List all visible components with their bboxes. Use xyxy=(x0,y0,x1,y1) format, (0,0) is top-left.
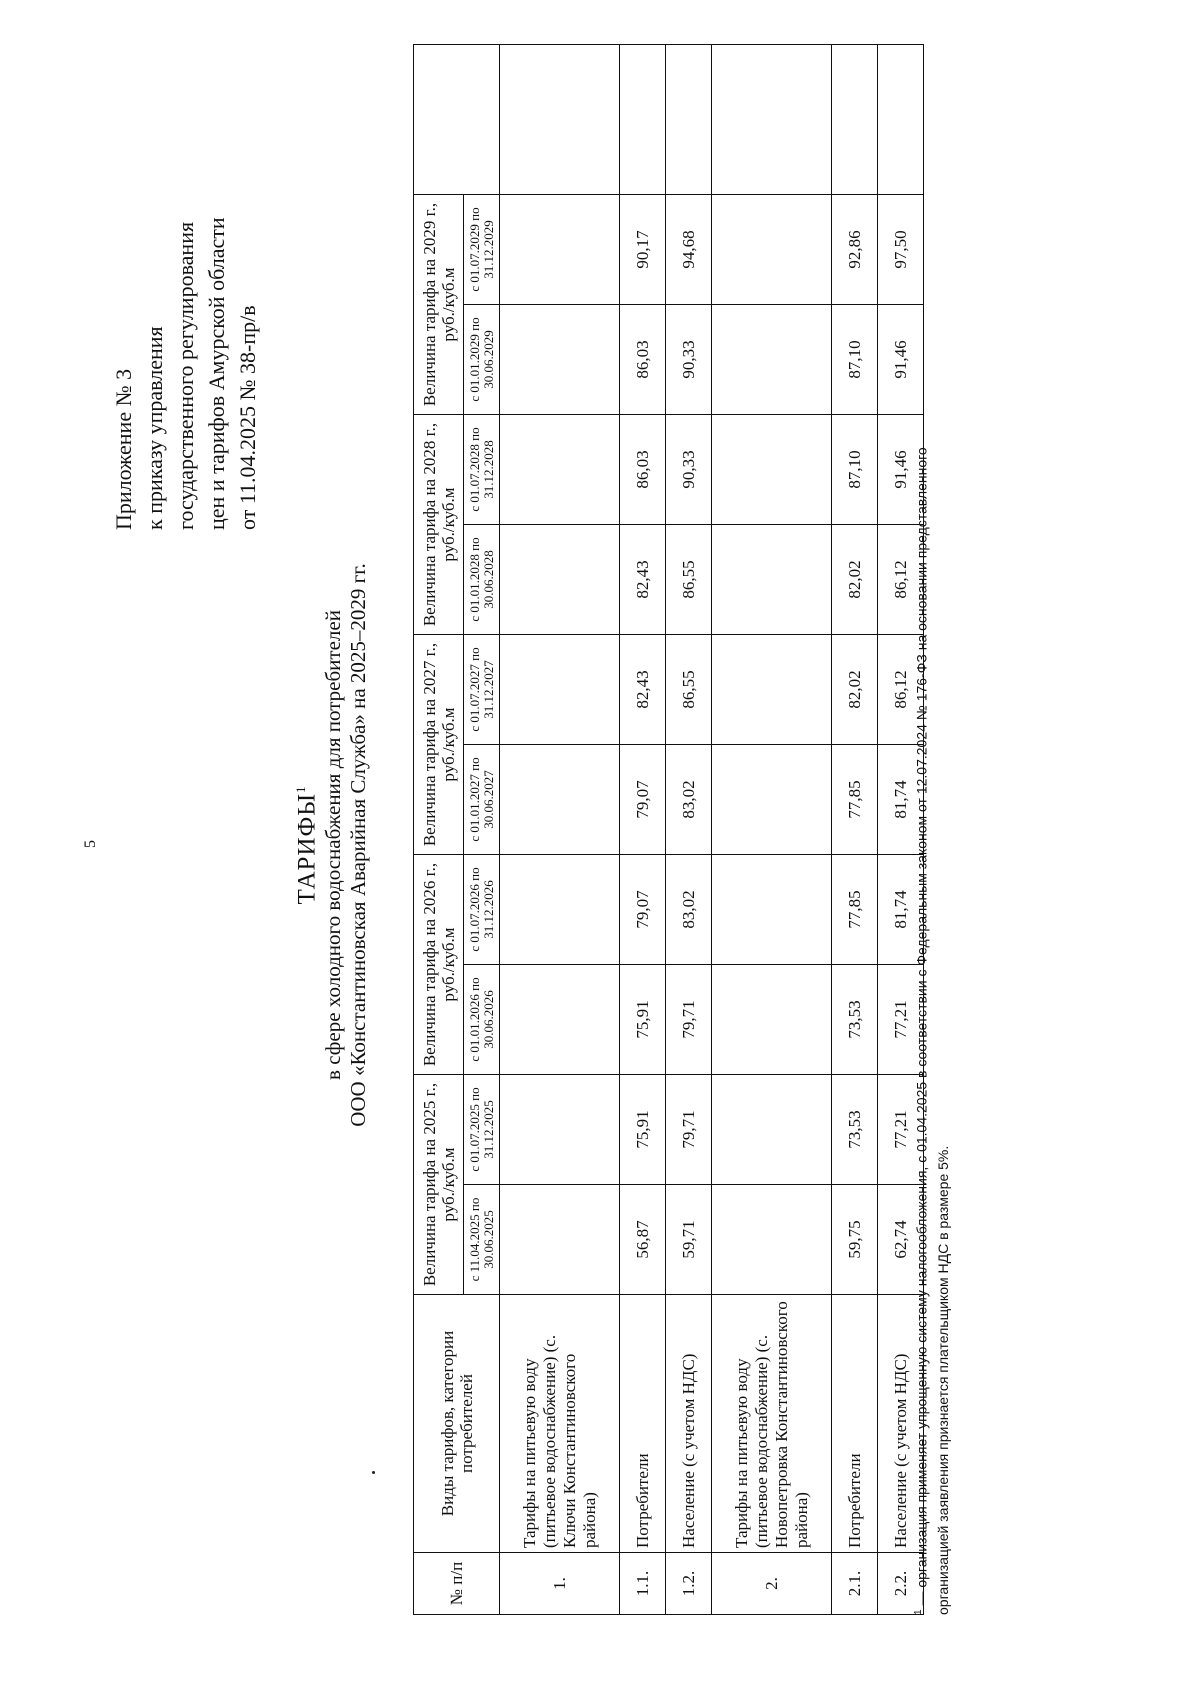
table-row xyxy=(666,45,712,1615)
header-period: с 01.01.2026 по 30.06.2026 xyxy=(464,965,500,1075)
title-subline: ООО «Константиновская Аварийная Служба» на 2025–2029 гг. xyxy=(346,563,371,1127)
blank-cell xyxy=(666,45,712,195)
tariff-value: 79,71 xyxy=(666,1075,712,1185)
appendix-line: Приложение № 3 xyxy=(111,368,136,530)
header-name: Виды тарифов, категории потребителей xyxy=(414,1295,500,1553)
tariff-value: 86,55 xyxy=(666,525,712,635)
header-period: с 01.07.2028 по 31.12.2028 xyxy=(464,415,500,525)
header-period: с 01.07.2025 по 31.12.2025 xyxy=(464,1075,500,1185)
appendix-line: от 11.04.2025 № 38-пр/в xyxy=(235,305,260,530)
row-number: 2.2. xyxy=(878,1553,924,1615)
tariff-value: 91,46 xyxy=(878,305,924,415)
blank-cell xyxy=(878,45,924,195)
tariff-value: 97,50 xyxy=(878,195,924,305)
tariff-value: 79,07 xyxy=(620,745,666,855)
tariff-value: 81,74 xyxy=(878,745,924,855)
tariff-value: 59,75 xyxy=(832,1185,878,1295)
row-name: Потребители xyxy=(832,1295,878,1553)
row-name: Тарифы на питьевую воду (питьевое водоснабжение) (с. Ключи Константиновского района) xyxy=(500,1295,620,1553)
tariff-value: 77,21 xyxy=(878,965,924,1075)
footnote-mark: 1 xyxy=(913,1609,924,1615)
title-main: ТАРИФЫ xyxy=(293,792,321,905)
page-number: 5 xyxy=(82,840,99,848)
header-year: Величина тарифа на 2027 г., руб./куб.м xyxy=(414,635,464,855)
tariff-value xyxy=(712,195,832,305)
tariff-value: 73,53 xyxy=(832,965,878,1075)
tariff-value: 92,86 xyxy=(832,195,878,305)
tariff-value: 86,03 xyxy=(620,415,666,525)
tariff-value: 86,12 xyxy=(878,635,924,745)
tariff-value: 90,33 xyxy=(666,305,712,415)
tariff-value: 82,43 xyxy=(620,525,666,635)
tariff-value xyxy=(500,1075,620,1185)
row-name: Тарифы на питьевую воду (питьевое водоснабжение) (с. Новопетровка Константиновского района) xyxy=(712,1295,832,1553)
tariff-value: 83,02 xyxy=(666,855,712,965)
tariff-value: 90,33 xyxy=(666,415,712,525)
tariff-value: 77,85 xyxy=(832,855,878,965)
tariff-value: 77,85 xyxy=(832,745,878,855)
row-name: Потребители xyxy=(620,1295,666,1553)
tariff-value: 56,87 xyxy=(620,1185,666,1295)
tariff-value: 91,46 xyxy=(878,415,924,525)
tariff-value: 86,03 xyxy=(620,305,666,415)
header-year: Величина тарифа на 2029 г., руб./куб.м xyxy=(414,195,464,415)
row-number: 2. xyxy=(712,1553,832,1615)
tariff-value: 83,02 xyxy=(666,745,712,855)
footnote-text: — организация применяет упрощенную систему налогообложения, с 01.04.2025 в соответствии с Федеральным законом от 12.07.2024 № 176-ФЗ на основании представленного организацией заявления признается плательщиком НДС в размере 5%. xyxy=(913,447,951,1615)
header-year: Величина тарифа на 2026 г., руб./куб.м xyxy=(414,855,464,1075)
tariff-value: 62,74 xyxy=(878,1185,924,1295)
header-year: Величина тарифа на 2025 г., руб./куб.м xyxy=(414,1075,464,1295)
tariff-value: 75,91 xyxy=(620,965,666,1075)
tariff-table xyxy=(413,44,924,1615)
row-name: Население (с учетом НДС) xyxy=(878,1295,924,1553)
tariff-value: 73,53 xyxy=(832,1075,878,1185)
appendix-line: цен и тарифов Амурской области xyxy=(204,217,229,530)
tariff-value: 82,02 xyxy=(832,635,878,745)
header-period: с 01.07.2029 по 31.12.2029 xyxy=(464,195,500,305)
tariff-value: 94,68 xyxy=(666,195,712,305)
tariff-value xyxy=(712,525,832,635)
document-title xyxy=(293,30,371,1660)
tariff-value xyxy=(712,415,832,525)
blank-cell xyxy=(500,45,620,195)
rotated-page xyxy=(108,30,968,1660)
tariff-value: 79,07 xyxy=(620,855,666,965)
tariff-value xyxy=(712,745,832,855)
tariff-value xyxy=(712,965,832,1075)
appendix-line: государственного регулирования xyxy=(173,221,198,530)
tariff-value xyxy=(500,635,620,745)
tariff-value xyxy=(712,1075,832,1185)
table-row xyxy=(620,45,666,1615)
table-row xyxy=(712,45,832,1615)
row-number: 2.1. xyxy=(832,1553,878,1615)
header-period: с 01.07.2026 по 31.12.2026 xyxy=(464,855,500,965)
blank-cell xyxy=(832,45,878,195)
tariff-value: 82,43 xyxy=(620,635,666,745)
blank-cell xyxy=(712,45,832,195)
tariff-value: 87,10 xyxy=(832,305,878,415)
tariff-value: 87,10 xyxy=(832,415,878,525)
header-period: с 01.01.2029 по 30.06.2029 xyxy=(464,305,500,415)
tariff-value: 86,12 xyxy=(878,525,924,635)
footnote xyxy=(908,415,954,1615)
header-year: Величина тарифа на 2028 г., руб./куб.м xyxy=(414,415,464,635)
header-period: с 01.01.2027 по 30.06.2027 xyxy=(464,745,500,855)
tariff-value xyxy=(712,855,832,965)
tariff-value: 86,55 xyxy=(666,635,712,745)
header-period: с 01.07.2027 по 31.12.2027 xyxy=(464,635,500,745)
tariff-value xyxy=(500,745,620,855)
appendix-block xyxy=(108,70,263,530)
row-name: Население (с учетом НДС) xyxy=(666,1295,712,1553)
title-subline: в сфере холодного водоснабжения для потребителей xyxy=(321,610,346,1080)
tariff-value xyxy=(500,195,620,305)
tariff-value: 75,91 xyxy=(620,1075,666,1185)
header-blank xyxy=(414,45,500,195)
tariff-value xyxy=(712,1185,832,1295)
tariff-value: 90,17 xyxy=(620,195,666,305)
tariff-value: 77,21 xyxy=(878,1075,924,1185)
tariff-value xyxy=(500,525,620,635)
header-period: с 01.01.2028 по 30.06.2028 xyxy=(464,525,500,635)
tariff-value xyxy=(500,415,620,525)
title-footnote-mark: 1 xyxy=(293,785,308,793)
tariff-value xyxy=(500,855,620,965)
tariff-value: 79,71 xyxy=(666,965,712,1075)
tariff-value: 81,74 xyxy=(878,855,924,965)
appendix-line: к приказу управления xyxy=(142,326,167,530)
tariff-value xyxy=(712,305,832,415)
tariff-value: 59,71 xyxy=(666,1185,712,1295)
header-period: с 11.04.2025 по 30.06.2025 xyxy=(464,1185,500,1295)
tariff-value: 82,02 xyxy=(832,525,878,635)
row-number: 1. xyxy=(500,1553,620,1615)
header-num: № п/п xyxy=(414,1553,500,1615)
tariff-table-body xyxy=(500,45,924,1615)
table-row xyxy=(832,45,878,1615)
table-row xyxy=(500,45,620,1615)
row-number: 1.2. xyxy=(666,1553,712,1615)
blank-cell xyxy=(620,45,666,195)
row-number: 1.1. xyxy=(620,1553,666,1615)
tariff-value xyxy=(712,635,832,745)
tariff-value xyxy=(500,305,620,415)
tariff-value xyxy=(500,965,620,1075)
tariff-value xyxy=(500,1185,620,1295)
